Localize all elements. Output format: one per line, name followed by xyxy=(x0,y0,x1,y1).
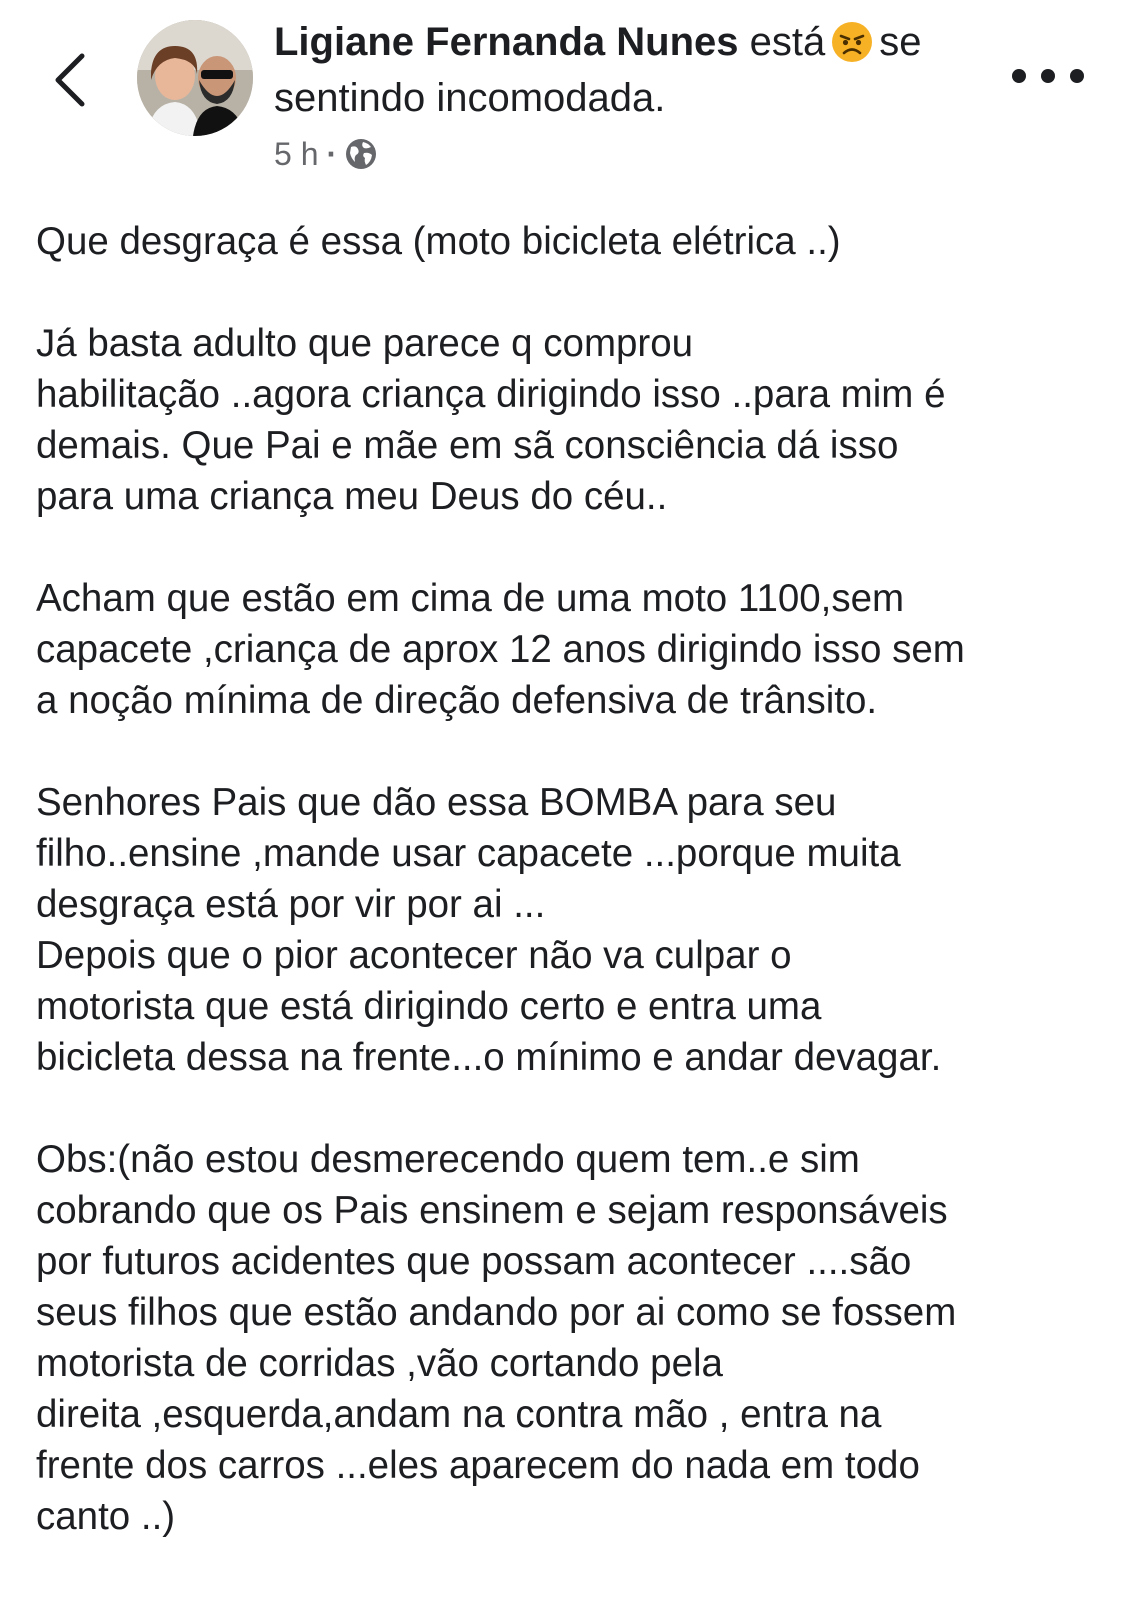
feeling-prefix: está xyxy=(749,20,826,64)
back-button[interactable] xyxy=(40,40,100,120)
author-block xyxy=(274,14,994,174)
more-dot xyxy=(1012,69,1026,83)
feeling-suffix: se xyxy=(879,20,922,64)
more-options-button[interactable] xyxy=(1012,56,1084,96)
author-name[interactable]: Ligiane Fernanda Nunes xyxy=(274,20,739,64)
post-text: Que desgraça é essa (moto bicicleta elétrica ..) Já basta adulto que parece q comprou habilitação ..agora criança dirigindo isso ..para mim é demais. Que Pai e mãe em sã consciência dá isso para uma criança meu Deus do céu.. Acham que estão em cima de uma moto 1100,sem capacete ,criança de aprox 12 anos dirigindo isso sem a noção mínima de direção defensiva de trânsito. Senhores Pais que dão essa BOMBA para seu filho..ensine ,mande usar capacete ...porque muita desgraça está por vir por ai ... Depois que o pior acontecer não va culpar o motorista que está dirigindo certo e entra uma bicicleta dessa na frente...o mínimo e andar devagar. Obs:(não estou desmerecendo quem tem..e sim cobrando que os Pais ensinem e sejam responsáveis por futuros acidentes que possam acontecer ....são seus filhos que estão andando por ai como se fossem motorista de corridas ,vão cortando pela direita ,esquerda,andam na contra mão , entra na frente dos carros ...eles aparecem do nada em todo canto ..) xyxy=(36,220,965,1538)
meta-separator: · xyxy=(326,136,338,172)
globe-icon[interactable] xyxy=(345,138,377,170)
post-header xyxy=(0,0,1138,190)
avatar[interactable] xyxy=(137,20,253,136)
profile-photo-icon xyxy=(137,20,253,136)
author-line xyxy=(274,14,994,126)
more-dot xyxy=(1041,69,1055,83)
timestamp[interactable]: 5 h xyxy=(274,136,319,172)
feeling-text: sentindo incomodada. xyxy=(274,76,666,120)
more-dot xyxy=(1070,69,1084,83)
post-meta xyxy=(274,134,994,174)
angry-face-icon xyxy=(831,21,873,63)
chevron-left-icon xyxy=(52,52,88,108)
